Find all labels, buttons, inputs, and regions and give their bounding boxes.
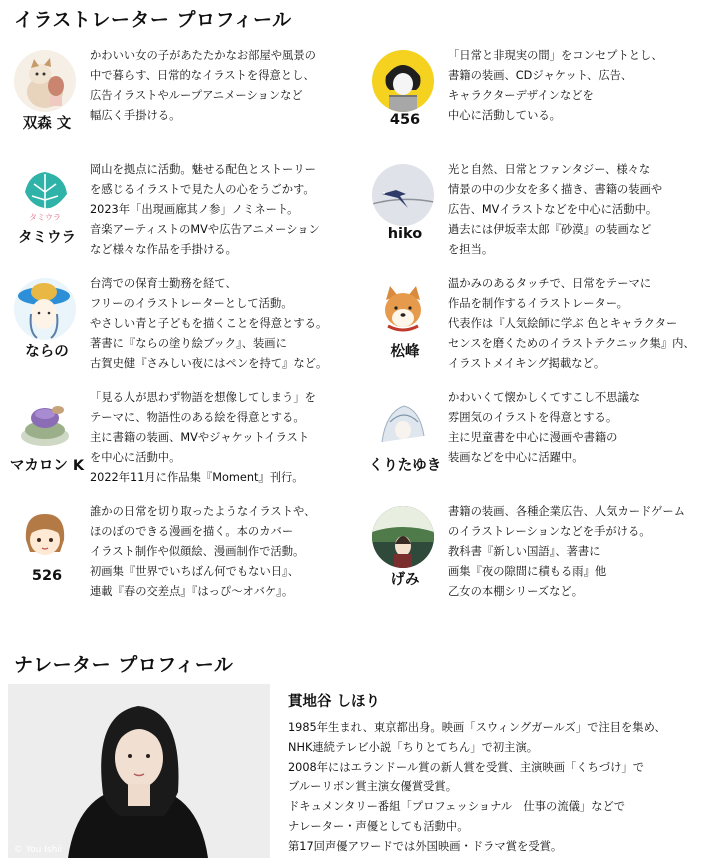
avatar-tamiura bbox=[14, 164, 76, 226]
illustrator-name: タミウラ bbox=[18, 230, 76, 246]
illustrator-bio: 誰かの日常を切り取ったようなイラストや、 ほのぼのできる漫画を描く。本のカバー イラスト制作や似顔絵、漫画制作で活動。 初画集『世界でいちばん何でもない日』、 連載『春の交差点』『はっぴ～オバケ』。 bbox=[90, 505, 316, 598]
avatar-hiko bbox=[372, 164, 434, 226]
illustrator-name: hiko bbox=[387, 226, 423, 242]
narrator-name: 貫地谷 しほり bbox=[288, 694, 381, 710]
illustrator-card-9 bbox=[364, 496, 720, 604]
illustrator-name: ならの bbox=[25, 344, 69, 360]
illustrator-card-5 bbox=[364, 268, 720, 376]
avatar-macaron-k bbox=[14, 392, 76, 454]
illustrator-name: げみ bbox=[390, 572, 420, 588]
illustrator-card-4 bbox=[6, 268, 362, 376]
illustrator-bio: かわいくて懐かしくてすこし不思議な 雰囲気のイラストを得意とする。 主に児童書を中心に漫画や書籍の 装画などを中心に活躍中。 bbox=[448, 391, 641, 464]
illustrator-name: マカロン K bbox=[9, 458, 85, 474]
illustrator-card-7 bbox=[364, 382, 720, 490]
illustrator-card-3 bbox=[364, 154, 720, 262]
illustrators-heading: イラストレーター プロフィール bbox=[14, 9, 292, 31]
illustrator-card-6 bbox=[6, 382, 362, 490]
illustrator-bio: 光と自然、日常とファンタジー、様々な 情景の中の少女を多く描き、書籍の装画や 広告、MVイラストなどを中心に活動中。 過去には伊坂幸太郎『砂漠』の装画など を担当。 bbox=[448, 163, 663, 256]
illustrator-bio: 「見る人が思わず物語を想像してしまう」を テーマに、物語性のある絵を得意とする。 主に書籍の装画、MVやジャケットイラスト を中心に活動中。 2022年11月に作品集『Moment』刊行。 bbox=[90, 391, 316, 484]
avatar-matsumine bbox=[372, 278, 434, 340]
illustrator-bio: 岡山を拠点に活動。魅せる配色とストーリー を感じるイラストで見た人の心をうごかす。 2023年「出現画廊其ノ参」ノミネート。 音楽アーティストのMVや広告アニメーション など様々な作品を手掛ける。 bbox=[90, 163, 320, 256]
illustrator-bio: 「日常と非現実の間」をコンセプトとし、 書籍の装画、CDジャケット、広告、 キャラクターデザインなどを 中心に活動している。 bbox=[448, 49, 663, 122]
narrator-bio: 1985年生まれ、東京都出身。映画「スウィングガールズ」で注目を集め、 NHK連続テレビ小説「ちりとてちん」で初主演。 2008年にはエランドール賞の新人賞を受賞、主演映画「くちづけ」で ブルーリボン賞主演女優賞受賞。 ドキュメンタリー番組「プロフェッショナル 仕事の流儀」などで ナレーター・声優としても活動中。 第17回声優アワードでは外国映画・ドラマ賞を受賞。 bbox=[288, 721, 666, 853]
illustrator-bio: 温かみのあるタッチで、日常をテーマに 作品を制作するイラストレーター。 代表作は『人気絵師に学ぶ 色とキャラクター センスを磨くためのイラストテクニック集』内、 イラストメイキング掲載など。 bbox=[448, 277, 695, 370]
narrator-heading: ナレーター プロフィール bbox=[14, 654, 234, 676]
illustrator-name: 526 bbox=[31, 568, 63, 584]
illustrator-card-2 bbox=[6, 154, 362, 262]
photo-credit: © You Ishii bbox=[14, 845, 63, 855]
avatar-456 bbox=[372, 50, 434, 112]
narrator-photo bbox=[8, 684, 270, 858]
avatar-526 bbox=[14, 506, 76, 568]
illustrator-bio: かわいい女の子があたたかなお部屋や風景の 中で暮らす、日常的なイラストを得意とし、 広告イラストやループアニメーションなど 幅広く手掛ける。 bbox=[90, 49, 316, 122]
avatar-narano bbox=[14, 278, 76, 340]
illustrator-name: くりたゆき bbox=[368, 458, 442, 474]
svg-text:タミウラ: タミウラ bbox=[29, 213, 61, 222]
illustrator-name: 松峰 bbox=[390, 344, 420, 360]
avatar-kuritayuki bbox=[372, 392, 434, 454]
illustrator-bio: 書籍の装画、各種企業広告、人気カードゲーム のイラストレーションなどを手がける。 教科書『新しい国語』、著書に 画集『夜の隙間に積もる雨』他 乙女の本棚シリーズなど。 bbox=[448, 505, 686, 598]
illustrator-name: 456 bbox=[389, 112, 421, 128]
illustrator-card-1 bbox=[364, 40, 720, 148]
avatar-sosomori bbox=[14, 50, 76, 112]
avatar-gemi bbox=[372, 506, 434, 568]
illustrator-name: 双森 文 bbox=[22, 116, 72, 132]
illustrator-bio: 台湾での保育士勤務を経て、 フリーのイラストレーターとして活動。 やさしい青と子どもを描くことを得意とする。 著書に『ならの塗り絵ブック』、装画に 古賀史健『さみしい夜にはペンを持て』など。 bbox=[90, 277, 328, 370]
illustrator-card-8 bbox=[6, 496, 362, 604]
illustrator-card-0 bbox=[6, 40, 362, 148]
